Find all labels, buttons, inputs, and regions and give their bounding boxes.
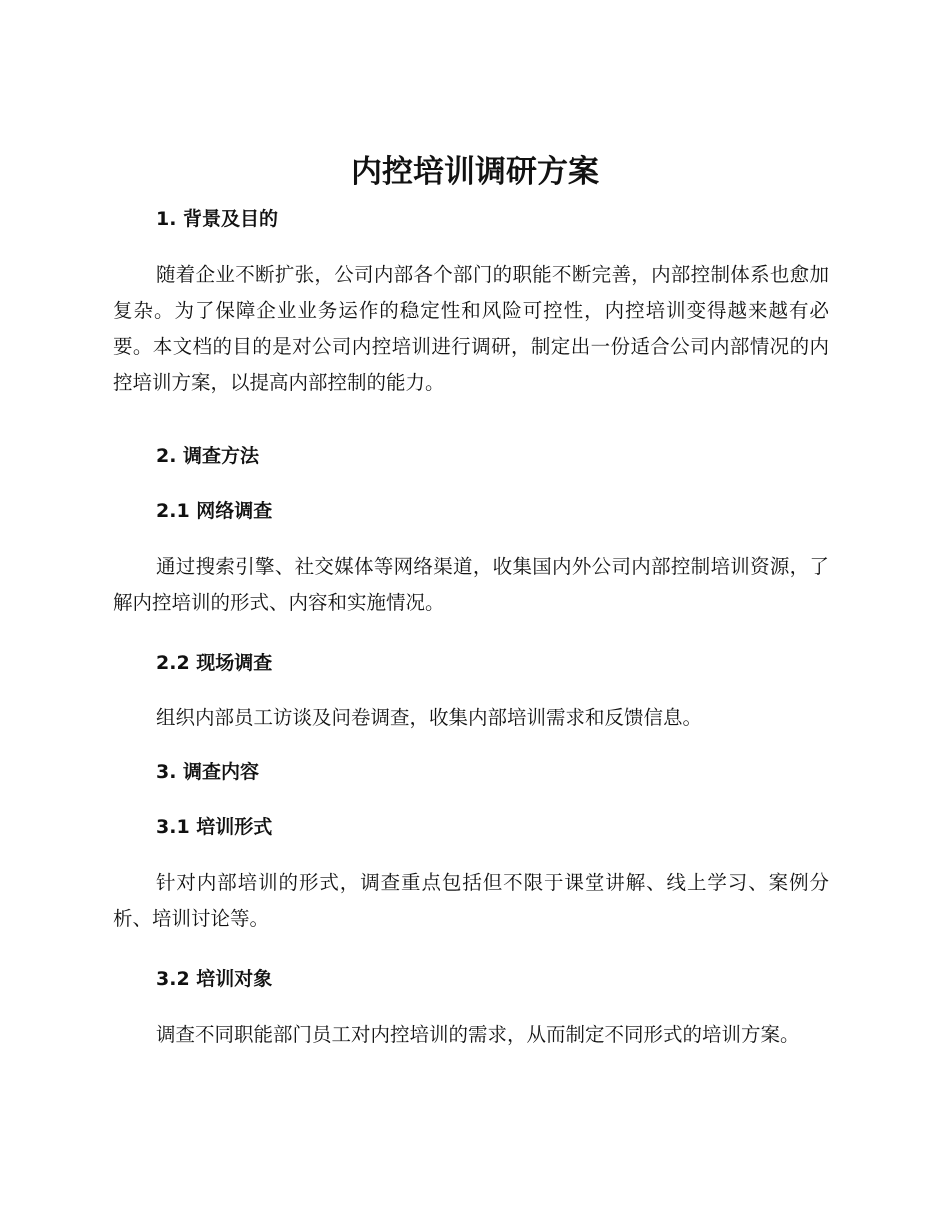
section-heading-online-survey: 2.1 网络调查 xyxy=(156,500,273,522)
section-heading-training-format: 3.1 培训形式 xyxy=(156,816,273,838)
section-paragraph-online-survey: 通过搜索引擎、社交媒体等网络渠道，收集国内外公司内部控制培训资源，了解内控培训的形式、内容和实施情况。 xyxy=(113,555,829,614)
section-paragraph-background: 随着企业不断扩张，公司内部各个部门的职能不断完善，内部控制体系也愈加复杂。为了保障企业业务运作的稳定性和风险可控性，内控培训变得越来越有必要。本文档的目的是对公司内控培训进行调研，制定出一份适合公司内部情况的内控培训方案，以提高内部控制的能力。 xyxy=(113,263,829,394)
document-title: 内控培训调研方案 xyxy=(351,154,599,190)
section-heading-content: 3. 调查内容 xyxy=(156,761,260,783)
section-heading-field-survey: 2.2 现场调查 xyxy=(156,652,273,674)
section-heading-background: 1. 背景及目的 xyxy=(156,208,279,230)
section-paragraph-training-audience: 调查不同职能部门员工对内控培训的需求，从而制定不同形式的培训方案。 xyxy=(156,1023,800,1046)
section-paragraph-training-format: 针对内部培训的形式，调查重点包括但不限于课堂讲解、线上学习、案例分析、培训讨论等。 xyxy=(113,871,829,930)
section-heading-methods: 2. 调查方法 xyxy=(156,445,260,467)
section-paragraph-field-survey: 组织内部员工访谈及问卷调查，收集内部培训需求和反馈信息。 xyxy=(156,706,703,729)
section-heading-training-audience: 3.2 培训对象 xyxy=(156,968,273,990)
